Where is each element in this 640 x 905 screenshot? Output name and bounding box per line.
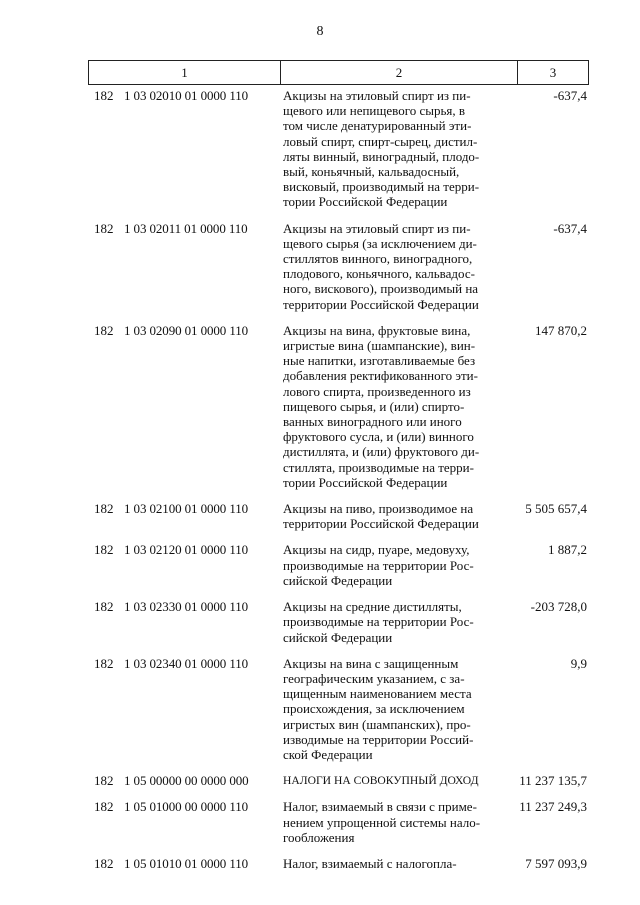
income-name-line: щевого или непищевого сырья, в: [283, 103, 466, 119]
admin-code: 182: [94, 542, 114, 558]
income-name: [280, 599, 517, 645]
income-name-line: Налог, взимаемый в связи с приме-: [283, 799, 477, 815]
amount-value: 1 887,2: [548, 542, 587, 558]
income-name-line: висковый, производимый на терри-: [283, 179, 480, 195]
income-name-line: нением упрощенной системы нало-: [283, 814, 481, 830]
income-name-line: добавления ректификованного эти-: [283, 368, 478, 384]
header-col-3: 3: [549, 64, 557, 80]
table-row: [88, 773, 589, 788]
income-name-line: производимые на территории Рос-: [283, 557, 474, 573]
income-name-line: дистиллята, и (или) фруктового ди-: [283, 444, 480, 460]
income-name-line: лового спирта, произведенного из: [283, 383, 471, 399]
admin-code: 182: [94, 655, 114, 671]
income-name-line: щевого сырья (за исключением ди-: [283, 235, 477, 251]
table-row: [88, 656, 589, 762]
income-name: [280, 856, 517, 871]
income-name: [280, 656, 517, 762]
income-name-line: Акцизы на этиловый спирт из пи-: [283, 220, 471, 236]
header-col-1: 1: [89, 61, 281, 84]
amount-value: 5 505 657,4: [525, 501, 587, 517]
income-name-line: гообложения: [283, 829, 355, 845]
admin-code: 182: [94, 322, 114, 338]
income-name-line: стиллята, производимые на терри-: [283, 459, 474, 475]
income-name: [280, 773, 517, 788]
income-name-line: изводимые на территории Россий-: [283, 731, 474, 747]
table-header: [88, 60, 589, 85]
admin-code: 182: [94, 773, 114, 789]
table-row: [88, 221, 589, 312]
budget-classification-code: 1 05 01000 00 0000 110: [124, 799, 249, 815]
income-name-line: производимые на территории Рос-: [283, 614, 474, 630]
amount-value: 147 870,2: [535, 322, 587, 338]
income-name-line: тории Российской Федерации: [283, 194, 448, 210]
income-name-line: НАЛОГИ НА СОВОКУПНЫЙ ДОХОД: [283, 774, 479, 788]
budget-classification-code: 1 03 02010 01 0000 110: [124, 88, 249, 103]
amount-value: 9,9: [570, 655, 587, 671]
income-name: [280, 88, 517, 210]
income-name: [280, 799, 517, 845]
income-name-line: вый, коньячный, кальвадосный,: [283, 164, 460, 180]
amount-value: 11 237 249,3: [519, 799, 587, 815]
income-name-line: игристых вин (шампанских), про-: [283, 716, 471, 732]
admin-code: 182: [94, 88, 114, 103]
income-name-line: географическим указанием, с за-: [283, 670, 465, 686]
income-name-line: сийской Федерации: [283, 629, 393, 645]
income-name-line: территории Российской Федерации: [283, 516, 479, 532]
income-name-line: плодового, коньячного, кальвадос-: [283, 266, 475, 282]
income-name-line: территории Российской Федерации: [283, 296, 479, 312]
income-name-line: ловый спирт, спирт-сырец, дистил-: [283, 133, 478, 149]
income-name-line: тории Российской Федерации: [283, 474, 448, 490]
income-name-line: Акцизы на вина с защищенным: [283, 655, 459, 671]
budget-classification-code: 1 03 02340 01 0000 110: [124, 655, 249, 671]
budget-classification-code: 1 05 01010 01 0000 110: [124, 855, 249, 871]
income-name-line: пищевого сырья, и (или) спирто-: [283, 398, 465, 414]
table-row: [88, 799, 589, 845]
income-name-line: стиллятов винного, виноградного,: [283, 251, 473, 267]
table-row: [88, 501, 589, 531]
income-name-line: ляты винный, виноградный, плодо-: [283, 148, 480, 164]
budget-classification-code: 1 03 02011 01 0000 110: [124, 220, 248, 236]
income-name-line: фруктового сусла, и (или) винного: [283, 429, 474, 445]
table-body: [88, 88, 589, 882]
income-name-line: ные напитки, изготавливаемые без: [283, 353, 476, 369]
amount-value: -637,4: [553, 88, 587, 103]
income-name-line: Акцизы на этиловый спирт из пи-: [283, 88, 471, 103]
income-name: [280, 501, 517, 531]
admin-code: 182: [94, 855, 114, 871]
income-name-line: ской Федерации: [283, 746, 373, 762]
income-name-line: Акцизы на сидр, пуаре, медовуху,: [283, 542, 470, 558]
page-number: 8: [316, 24, 324, 39]
budget-classification-code: 1 03 02090 01 0000 110: [124, 322, 249, 338]
income-name-line: ного, вискового), производимый на: [283, 281, 479, 297]
table-row: [88, 542, 589, 588]
income-name-line: щищенным наименованием места: [283, 686, 472, 702]
income-name-line: Акцизы на вина, фруктовые вина,: [283, 322, 471, 338]
amount-value: -203 728,0: [530, 599, 587, 615]
income-name: [280, 542, 517, 588]
budget-classification-code: 1 05 00000 00 0000 000: [124, 773, 249, 789]
income-name-line: сийской Федерации: [283, 572, 393, 588]
income-name: [280, 221, 517, 312]
table-row: [88, 856, 589, 871]
admin-code: 182: [94, 501, 114, 517]
budget-classification-code: 1 03 02120 01 0000 110: [124, 542, 249, 558]
amount-value: 7 597 093,9: [525, 855, 587, 871]
income-name-line: том числе денатурированный эти-: [283, 118, 472, 134]
table-row: [88, 599, 589, 645]
income-name-line: происхождения, за исключением: [283, 701, 465, 717]
amount-value: -637,4: [553, 220, 587, 236]
admin-code: 182: [94, 799, 114, 815]
income-name-line: игристые вина (шампанские), вин-: [283, 338, 476, 354]
admin-code: 182: [94, 599, 114, 615]
admin-code: 182: [94, 220, 114, 236]
income-name-line: Акцизы на средние дистилляты,: [283, 599, 462, 615]
budget-classification-code: 1 03 02100 01 0000 110: [124, 501, 249, 517]
amount-value: 11 237 135,7: [519, 773, 587, 789]
income-name-line: ванных виноградного или иного: [283, 414, 462, 430]
income-name-line: Налог, взимаемый с налогопла-: [283, 855, 457, 871]
table-row: [88, 88, 589, 210]
income-name: [280, 323, 517, 490]
header-col-2: 2: [281, 61, 518, 84]
budget-classification-code: 1 03 02330 01 0000 110: [124, 599, 249, 615]
income-name-line: Акцизы на пиво, производимое на: [283, 501, 474, 517]
table-row: [88, 323, 589, 490]
